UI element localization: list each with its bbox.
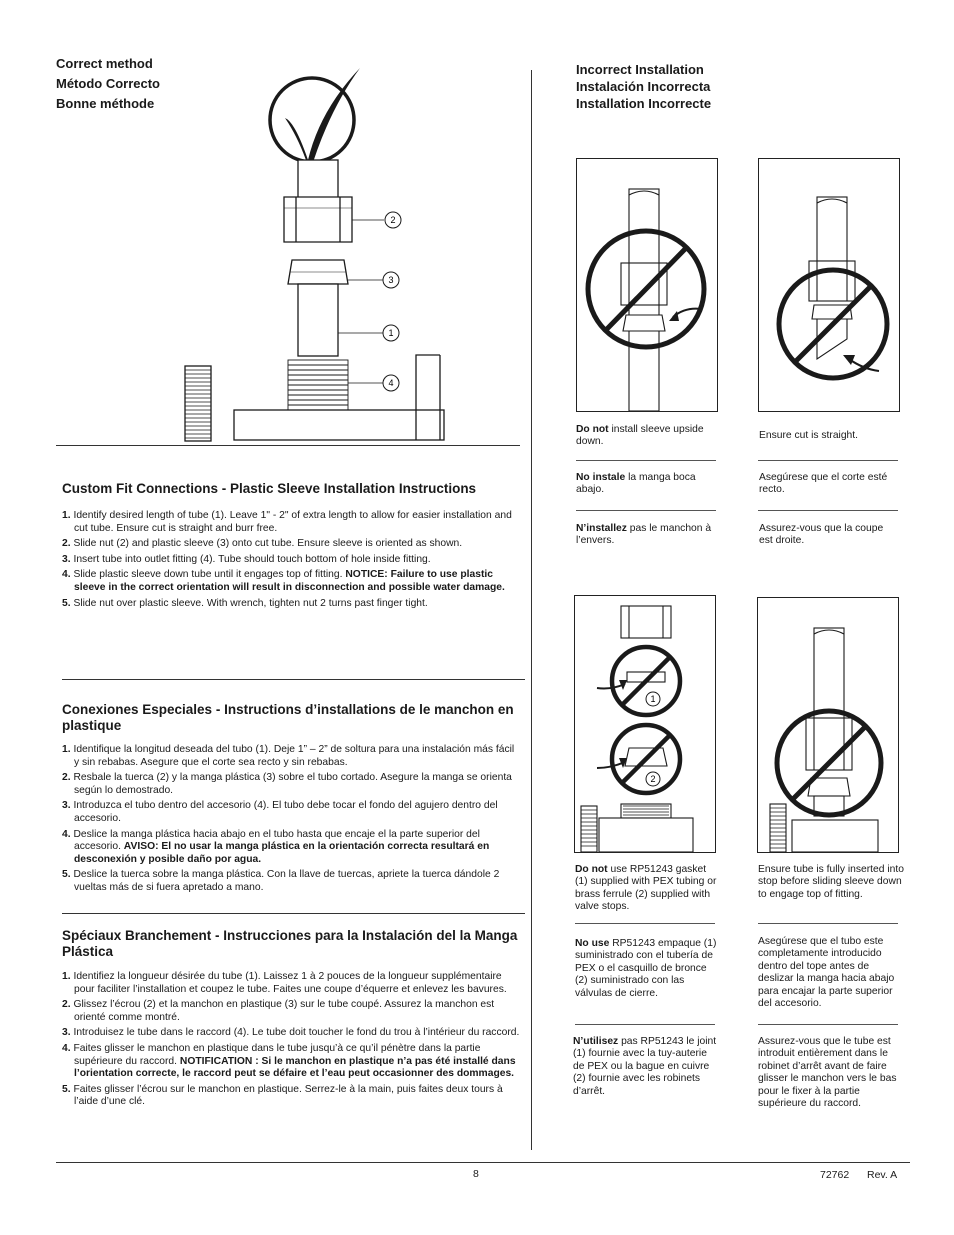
figure-sleeve-upside-down xyxy=(576,158,718,412)
french-title: Spéciaux Branchement - Instrucciones para la Instalación del la Manga Plástica xyxy=(62,928,518,959)
caption-2-fr: Assurez-vous que la coupe est droite. xyxy=(759,523,884,547)
callout-1: 1 xyxy=(388,328,394,338)
caption-divider xyxy=(758,510,898,511)
column-divider xyxy=(531,70,532,1150)
callout-4: 4 xyxy=(388,378,394,388)
step-2: 2. Slide nut (2) and plastic sleeve (3) onto cut tube. Ensure sleeve is oriented as shown. xyxy=(62,538,463,550)
divider xyxy=(62,679,525,680)
step-1: 1. Identify desired length of tube (1). Leave 1" - 2" of extra length to allow for easier installation and cut tube. Ensure cut is straight and burr free. xyxy=(62,510,512,534)
heading-es: Instalación Incorrecta xyxy=(576,79,711,94)
callout-2: 2 xyxy=(390,215,396,225)
english-title: Custom Fit Connections - Plastic Sleeve Installation Instructions xyxy=(62,481,477,496)
step-3: 3. Introduisez le tube dans le raccord (4). Le tube doit toucher le fond du trou à l’intérieur du raccord. xyxy=(62,1027,520,1039)
figure-label-2: 2 xyxy=(650,774,656,784)
caption-divider xyxy=(758,1024,898,1025)
step-2: 2. Resbale la tuerca (2) y la manga plástica (3) sobre el tubo cortado. Asegure la manga se orienta según lo demostrado. xyxy=(62,772,512,796)
caption-divider xyxy=(575,923,715,924)
step-1: 1. Identifiez la longueur désirée du tube (1). Laissez 1 à 2 pouces de la longueur supplémentaire pour faciliter l’installation et coupez le tube. Faites une coupe d’équerre et enlevez les bavures. xyxy=(62,971,507,995)
french-section xyxy=(62,928,522,1112)
english-steps xyxy=(62,510,522,610)
caption-divider xyxy=(576,460,716,461)
divider xyxy=(56,445,520,446)
revision: Rev. A xyxy=(867,1169,898,1181)
step-3: 3. Introduzca el tubo dentro del accesorio (4). El tubo debe tocar el fondo del agujero dentro del accesorio. xyxy=(62,800,498,824)
doc-number: 72762 xyxy=(820,1169,850,1181)
caption-divider xyxy=(758,923,898,924)
caption-1-en: Do not install sleeve upside down. xyxy=(576,424,704,448)
heading-en: Correct method xyxy=(56,56,153,71)
correct-method-diagram xyxy=(170,60,530,450)
figure-gasket-ferrule xyxy=(574,595,716,853)
step-1: 1. Identifique la longitud deseada del tubo (1). Deje 1” – 2” de soltura para una instalación más fácil y sin rebabas. Asegure que el corte sea recto y sin rebabas. xyxy=(62,744,515,768)
caption-4-fr: Assurez-vous que le tube est introduit entièrement dans le robinet d’arrêt avant de faire glisser le manchon vers le bas pour le fixer à la partie supérieure du raccord. xyxy=(758,1036,897,1110)
caption-divider xyxy=(575,1024,715,1025)
step-4: 4. Deslice la manga plástica hacia abajo en el tubo hasta que encaje el la parte superior del accesorio. AVISO: El no usar la manga plástica en la orientación correcta resultará en desconexión y posible daño por agua. xyxy=(62,828,490,865)
heading-fr: Installation Incorrecte xyxy=(576,96,712,111)
correct-method-heading xyxy=(56,54,160,114)
figure-tube-inserted xyxy=(757,597,899,853)
step-4: 4. Slide plastic sleeve down tube until it engages top of fitting. NOTICE: Failure to use plastic sleeve in the correct orientation will result in disconnection and possible water damage. xyxy=(62,569,505,593)
caption-1-es: No instale la manga boca abajo. xyxy=(576,472,696,496)
checkmark-icon xyxy=(285,68,360,172)
caption-3-es: No use RP51243 empaque (1) suministrado con el tubería de PEX o el casquillo de bronce (2) suministrado con las válvulas de cierre. xyxy=(575,938,717,999)
caption-4-en: Ensure tube is fully inserted into stop before sliding sleeve down to engage top of fitting. xyxy=(758,864,904,900)
step-4: 4. Faites glisser le manchon en plastique dans le tube jusqu’à ce qu’il pénètre dans la partie supérieure du raccord. NOTIFICATION : Si le manchon en plastique n’a pas été installé dans l’orientation correcte, le raccord peut se défaire et l’eau peut occasionner des dommages. xyxy=(62,1042,516,1080)
heading-fr: Bonne méthode xyxy=(56,96,155,111)
spanish-title: Conexiones Especiales - Instructions d’installations de le manchon en plastique xyxy=(62,702,514,733)
step-2: 2. Glissez l’écrou (2) et la manchon en plastique (3) sur le tube coupé. Assurez la manchon est orienté comme montré. xyxy=(62,999,495,1023)
heading-es: Método Correcto xyxy=(56,76,160,91)
callout-3: 3 xyxy=(388,275,394,285)
step-5: 5. Slide nut over plastic sleeve. With wrench, tighten nut 2 turns past finger tight. xyxy=(62,597,428,609)
figure-cut-straight xyxy=(758,158,900,412)
english-section xyxy=(62,481,522,613)
footer-rule xyxy=(56,1162,910,1163)
divider xyxy=(62,913,525,914)
heading-en: Incorrect Installation xyxy=(576,62,704,77)
step-5: 5. Deslice la tuerca sobre la manga plástica. Con la llave de tuercas, apriete la tuerca dándole 2 vueltas más de si fuera apretado a mano. xyxy=(62,869,500,893)
caption-2-en: Ensure cut is straight. xyxy=(759,430,859,441)
french-steps xyxy=(62,971,522,1109)
caption-1-fr: N’installez pas le manchon à l’envers. xyxy=(576,523,712,547)
caption-3-en: Do not use RP51243 gasket (1) supplied with PEX tubing or brass ferrule (2) supplied with valve stops. xyxy=(575,864,717,913)
caption-3-fr: N’utilisez pas RP51243 le joint (1) fournie avec la tuy-auterie de PEX ou la bague en cuivre (2) fournie avec les robinets d’arrêt. xyxy=(573,1036,717,1097)
spanish-section xyxy=(62,702,522,898)
page-number: 8 xyxy=(473,1168,479,1180)
step-5: 5. Faites glisser l’écrou sur le manchon en plastique. Serrez-le à la main, puis faites deux tours à l’aide d’une clé. xyxy=(62,1083,503,1108)
caption-2-es: Asegúrese que el corte esté recto. xyxy=(759,472,888,496)
step-3: 3. Insert tube into outlet fitting (4). Tube should touch bottom of hole inside fitting. xyxy=(62,553,431,565)
figure-label-1: 1 xyxy=(650,694,656,704)
caption-divider xyxy=(758,460,898,461)
caption-divider xyxy=(576,510,716,511)
caption-4-es: Asegúrese que el tubo este completamente introducido dentro del tope antes de deslizar la manga hacia abajo para encajar la parte superior del accesorio. xyxy=(758,936,895,1010)
incorrect-heading xyxy=(576,61,711,112)
spanish-steps xyxy=(62,744,522,895)
